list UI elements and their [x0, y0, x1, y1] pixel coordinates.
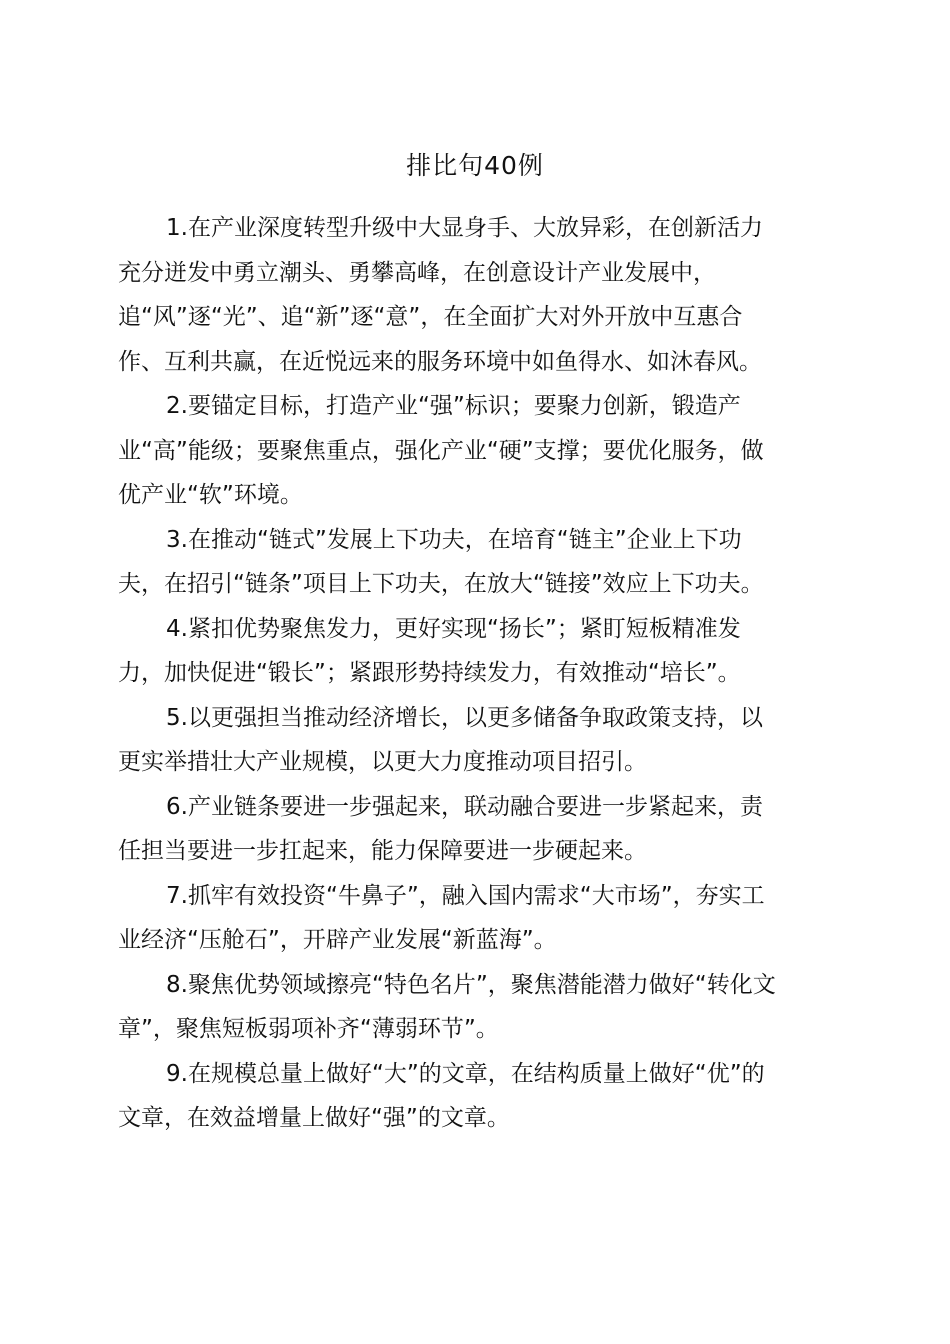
paragraph-9 [118, 1052, 830, 1141]
paragraph-8 [118, 963, 830, 1052]
paragraph-4 [118, 607, 830, 696]
paragraph-line: 2.要锚定目标，打造产业“强”标识；要聚力创新，锻造产 [166, 393, 741, 419]
paragraph-line: 8.聚焦优势领域擦亮“特色名片”，聚焦潜能潜力做好“转化文 [166, 971, 776, 998]
paragraph-line: 业“高”能级；要聚焦重点，强化产业“硬”支撑；要优化服务，做 [118, 437, 764, 464]
paragraph-line: 充分迸发中勇立潮头、勇攀高峰，在创意设计产业发展中， [118, 259, 716, 286]
paragraph-line: 任担当要进一步扛起来，能力保障要进一步硬起来。 [118, 838, 647, 864]
paragraph-line: 5.以更强担当推动经济增长，以更多储备争取政策支持，以 [166, 704, 763, 731]
paragraph-line: 4.紧扣优势聚焦发力，更好实现“扬长”；紧盯短板精准发 [166, 615, 741, 642]
paragraph-line: 业经济“压舱石”，开辟产业发展“新蓝海”。 [118, 927, 557, 953]
document-body [118, 206, 830, 1141]
paragraph-line: 7.抓牢有效投资“牛鼻子”，融入国内需求“大市场”，夯实工 [166, 882, 765, 909]
paragraph-line: 文章，在效益增量上做好“强”的文章。 [118, 1105, 510, 1131]
paragraph-2 [118, 384, 830, 518]
paragraph-line: 力，加快促进“锻长”；紧跟形势持续发力，有效推动“培长”。 [118, 660, 741, 686]
paragraph-5 [118, 696, 830, 785]
paragraph-line: 追“风”逐“光”、追“新”逐“意”，在全面扩大对外开放中互惠合 [118, 304, 743, 330]
paragraph-line: 6.产业链条要进一步强起来，联动融合要进一步紧起来，责 [166, 793, 763, 820]
document-title: 排比句40例 [406, 151, 544, 180]
paragraph-7 [118, 874, 830, 963]
paragraph-3 [118, 518, 830, 607]
paragraph-line: 作、互利共赢，在近悦远来的服务环境中如鱼得水、如沐春风。 [118, 348, 762, 375]
paragraph-line: 夫，在招引“链条”项目上下功夫，在放大“链接”效应上下功夫。 [118, 571, 764, 597]
paragraph-line: 1.在产业深度转型升级中大显身手、大放异彩，在创新活力 [166, 215, 763, 241]
paragraph-line: 3.在推动“链式”发展上下功夫，在培育“链主”企业上下功 [166, 526, 742, 553]
paragraph-line: 优产业“软”环境。 [118, 482, 303, 508]
paragraph-line: 章”，聚焦短板弱项补齐“薄弱环节”。 [118, 1016, 499, 1042]
paragraph-line: 更实举措壮大产业规模，以更大力度推动项目招引。 [118, 749, 647, 775]
paragraph-1 [118, 206, 830, 384]
paragraph-6 [118, 785, 830, 874]
paragraph-line: 9.在规模总量上做好“大”的文章，在结构质量上做好“优”的 [166, 1060, 765, 1087]
